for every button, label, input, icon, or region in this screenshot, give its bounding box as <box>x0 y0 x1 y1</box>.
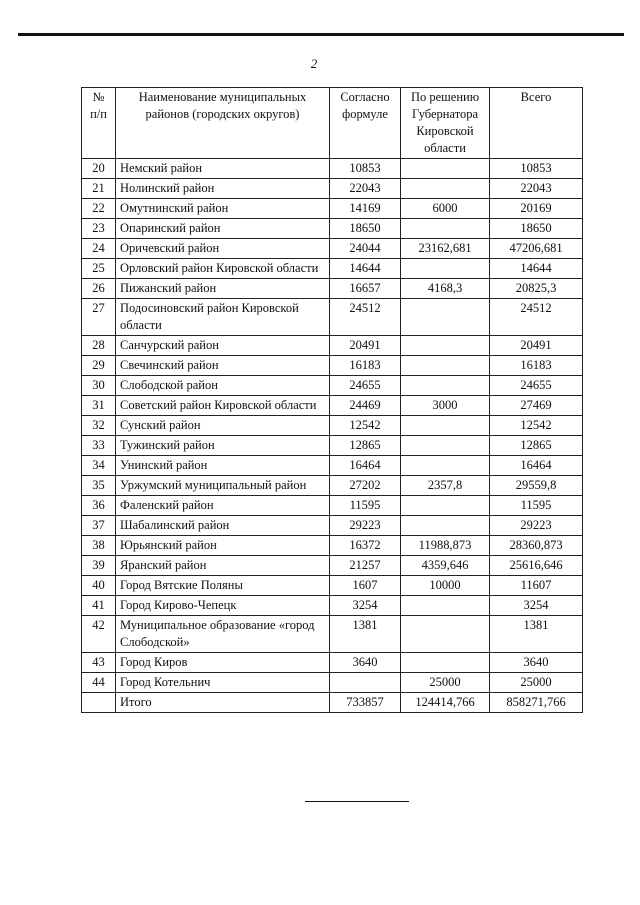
cell-governor: 10000 <box>401 576 490 596</box>
cell-total: 29559,8 <box>490 476 583 496</box>
cell-formula: 24469 <box>330 396 401 416</box>
cell-total: 10853 <box>490 159 583 179</box>
table-row <box>82 596 583 616</box>
cell-name: Немский район <box>116 159 330 179</box>
cell-governor <box>401 219 490 239</box>
cell-formula: 16372 <box>330 536 401 556</box>
cell-formula: 1381 <box>330 616 401 653</box>
cell-total: 858271,766 <box>490 693 583 713</box>
cell-name: Город Кирово-Чепецк <box>116 596 330 616</box>
cell-total: 3640 <box>490 653 583 673</box>
cell-name: Шабалинский район <box>116 516 330 536</box>
table-body <box>82 159 583 713</box>
cell-name: Муниципальное образование «город Слободской» <box>116 616 330 653</box>
cell-governor <box>401 179 490 199</box>
cell-governor: 3000 <box>401 396 490 416</box>
cell-total: 20169 <box>490 199 583 219</box>
cell-name: Юрьянский район <box>116 536 330 556</box>
cell-formula: 16657 <box>330 279 401 299</box>
cell-governor <box>401 653 490 673</box>
cell-formula: 733857 <box>330 693 401 713</box>
cell-number: 33 <box>82 436 116 456</box>
page-number: 2 <box>310 56 318 71</box>
cell-number: 32 <box>82 416 116 436</box>
cell-formula: 3640 <box>330 653 401 673</box>
cell-name: Уржумский муниципальный район <box>116 476 330 496</box>
cell-governor <box>401 596 490 616</box>
cell-name: Слободской район <box>116 376 330 396</box>
table-row <box>82 576 583 596</box>
cell-name: Советский район Кировской области <box>116 396 330 416</box>
cell-number: 39 <box>82 556 116 576</box>
cell-name: Свечинский район <box>116 356 330 376</box>
cell-number: 21 <box>82 179 116 199</box>
header-name: Наименование муниципальных районов (городских округов) <box>116 88 330 159</box>
cell-formula: 14169 <box>330 199 401 219</box>
cell-name: Город Котельнич <box>116 673 330 693</box>
cell-governor <box>401 376 490 396</box>
table-row <box>82 616 583 653</box>
cell-formula: 22043 <box>330 179 401 199</box>
cell-total: 12865 <box>490 436 583 456</box>
cell-governor <box>401 356 490 376</box>
cell-name: Город Киров <box>116 653 330 673</box>
table-row <box>82 516 583 536</box>
cell-formula: 11595 <box>330 496 401 516</box>
cell-total: 24655 <box>490 376 583 396</box>
cell-governor <box>401 299 490 336</box>
table-row <box>82 496 583 516</box>
table-row <box>82 456 583 476</box>
cell-number: 20 <box>82 159 116 179</box>
cell-formula: 21257 <box>330 556 401 576</box>
cell-number: 30 <box>82 376 116 396</box>
table-row <box>82 556 583 576</box>
cell-total: 14644 <box>490 259 583 279</box>
table-row <box>82 416 583 436</box>
table-row <box>82 239 583 259</box>
cell-governor: 4168,3 <box>401 279 490 299</box>
cell-governor: 2357,8 <box>401 476 490 496</box>
table-row <box>82 199 583 219</box>
table-row <box>82 436 583 456</box>
table-row <box>82 259 583 279</box>
cell-number: 26 <box>82 279 116 299</box>
cell-number: 44 <box>82 673 116 693</box>
budget-table <box>81 87 583 713</box>
cell-formula: 18650 <box>330 219 401 239</box>
cell-formula: 16183 <box>330 356 401 376</box>
cell-formula: 24655 <box>330 376 401 396</box>
cell-total: 20825,3 <box>490 279 583 299</box>
cell-name: Унинский район <box>116 456 330 476</box>
table-row <box>82 536 583 556</box>
cell-total: 11607 <box>490 576 583 596</box>
cell-name: Итого <box>116 693 330 713</box>
cell-governor <box>401 616 490 653</box>
header-number: № п/п <box>82 88 116 159</box>
cell-governor: 4359,646 <box>401 556 490 576</box>
table-row <box>82 653 583 673</box>
table-row <box>82 159 583 179</box>
cell-number: 38 <box>82 536 116 556</box>
cell-total: 28360,873 <box>490 536 583 556</box>
header-governor: По решению Губернатора Кировской области <box>401 88 490 159</box>
cell-name: Омутнинский район <box>116 199 330 219</box>
header-total: Всего <box>490 88 583 159</box>
cell-governor <box>401 416 490 436</box>
cell-total: 25616,646 <box>490 556 583 576</box>
cell-number: 22 <box>82 199 116 219</box>
cell-number <box>82 693 116 713</box>
cell-formula: 1607 <box>330 576 401 596</box>
cell-formula: 3254 <box>330 596 401 616</box>
table-row <box>82 336 583 356</box>
cell-number: 24 <box>82 239 116 259</box>
cell-number: 29 <box>82 356 116 376</box>
cell-governor: 6000 <box>401 199 490 219</box>
cell-total: 18650 <box>490 219 583 239</box>
cell-total: 3254 <box>490 596 583 616</box>
cell-total: 20491 <box>490 336 583 356</box>
cell-formula: 12542 <box>330 416 401 436</box>
table-row <box>82 219 583 239</box>
cell-total: 24512 <box>490 299 583 336</box>
cell-number: 34 <box>82 456 116 476</box>
cell-total: 27469 <box>490 396 583 416</box>
cell-formula: 14644 <box>330 259 401 279</box>
cell-name: Оричевский район <box>116 239 330 259</box>
cell-governor <box>401 159 490 179</box>
cell-name: Город Вятские Поляны <box>116 576 330 596</box>
cell-number: 27 <box>82 299 116 336</box>
cell-name: Опаринский район <box>116 219 330 239</box>
cell-total: 47206,681 <box>490 239 583 259</box>
cell-total: 16464 <box>490 456 583 476</box>
cell-governor: 11988,873 <box>401 536 490 556</box>
cell-name: Нолинский район <box>116 179 330 199</box>
cell-number: 36 <box>82 496 116 516</box>
cell-formula <box>330 673 401 693</box>
cell-name: Фаленский район <box>116 496 330 516</box>
cell-number: 25 <box>82 259 116 279</box>
cell-governor: 23162,681 <box>401 239 490 259</box>
table-row <box>82 299 583 336</box>
table-row <box>82 356 583 376</box>
table-row <box>82 376 583 396</box>
cell-governor <box>401 456 490 476</box>
cell-number: 31 <box>82 396 116 416</box>
table-row <box>82 179 583 199</box>
cell-formula: 27202 <box>330 476 401 496</box>
cell-governor <box>401 336 490 356</box>
cell-number: 40 <box>82 576 116 596</box>
cell-total: 11595 <box>490 496 583 516</box>
table-row <box>82 476 583 496</box>
top-rule <box>18 33 624 36</box>
cell-formula: 12865 <box>330 436 401 456</box>
cell-number: 41 <box>82 596 116 616</box>
cell-number: 42 <box>82 616 116 653</box>
cell-number: 23 <box>82 219 116 239</box>
cell-governor <box>401 516 490 536</box>
cell-number: 43 <box>82 653 116 673</box>
cell-total: 16183 <box>490 356 583 376</box>
cell-name: Тужинский район <box>116 436 330 456</box>
cell-formula: 24512 <box>330 299 401 336</box>
cell-governor: 25000 <box>401 673 490 693</box>
cell-name: Пижанский район <box>116 279 330 299</box>
cell-total: 12542 <box>490 416 583 436</box>
table-row <box>82 396 583 416</box>
cell-number: 35 <box>82 476 116 496</box>
cell-name: Яранский район <box>116 556 330 576</box>
cell-formula: 20491 <box>330 336 401 356</box>
cell-name: Сунский район <box>116 416 330 436</box>
cell-name: Санчурский район <box>116 336 330 356</box>
table-row <box>82 279 583 299</box>
cell-governor <box>401 436 490 456</box>
bottom-rule <box>305 801 409 802</box>
cell-number: 28 <box>82 336 116 356</box>
table-row <box>82 673 583 693</box>
header-formula: Согласно формуле <box>330 88 401 159</box>
cell-formula: 10853 <box>330 159 401 179</box>
cell-total: 1381 <box>490 616 583 653</box>
cell-name: Подосиновский район Кировской области <box>116 299 330 336</box>
cell-governor: 124414,766 <box>401 693 490 713</box>
cell-formula: 16464 <box>330 456 401 476</box>
cell-name: Орловский район Кировской области <box>116 259 330 279</box>
cell-formula: 29223 <box>330 516 401 536</box>
table-total-row <box>82 693 583 713</box>
cell-number: 37 <box>82 516 116 536</box>
cell-formula: 24044 <box>330 239 401 259</box>
table-header-row <box>82 88 583 159</box>
cell-total: 25000 <box>490 673 583 693</box>
cell-governor <box>401 496 490 516</box>
cell-governor <box>401 259 490 279</box>
cell-total: 22043 <box>490 179 583 199</box>
cell-total: 29223 <box>490 516 583 536</box>
